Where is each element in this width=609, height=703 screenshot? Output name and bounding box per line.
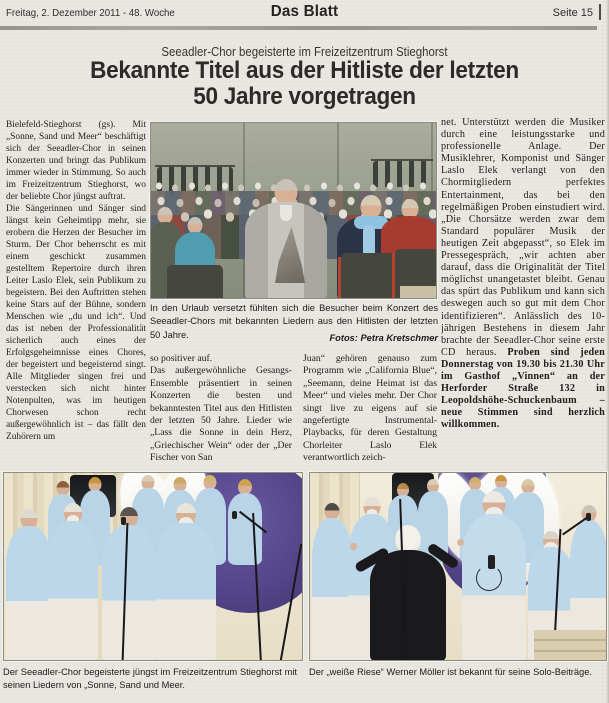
choir-photo-right — [309, 472, 607, 661]
choir-member — [102, 507, 156, 661]
person-body — [6, 526, 52, 661]
shirt-collar — [280, 205, 292, 221]
audience-photo — [150, 122, 437, 299]
body-column-3 — [303, 353, 437, 467]
choir-right-caption: Der „weiße Riese“ Werner Möller ist bekannt für seine Solo-Beiträge. — [309, 667, 592, 677]
headline-line-1: Bekannte Titel aus der Hitliste der letzten — [90, 57, 519, 84]
choir-member — [312, 503, 352, 661]
article-headline — [18, 58, 590, 110]
person-body — [228, 493, 262, 565]
soloist-werner-moeller — [462, 491, 526, 661]
paragraph: Juan“ gehören genauso zum Programm wie „California Blue“, „Seemann, deine Heimat ist das Meer“ und vieles mehr. Der Chor singt live zu eigens auf sie angefertigte Instrumental-Playbacks, für deren Gestaltung Chorleiter Laslo Elek verantwortlich zeich- — [303, 353, 437, 464]
conductor-hand-left — [350, 543, 357, 550]
conductor-figure — [370, 525, 446, 661]
paragraph: so positiver auf. — [150, 353, 213, 364]
chair — [341, 253, 395, 299]
headline-line-2: 50 Jahre vorgetragen — [193, 83, 416, 110]
body-column-2 — [150, 353, 292, 467]
paragraph-text: net. Unterstützt werden die Musiker durch eine leistungsstarke und professionelle Anlage. Der Musiklehrer, Komponist und Sänger Laslo Elek verlangt von den Chormitgliedern perfektes Entertainment, das bei den regelmäßigen Proben einstudiert wird. „Die Chorsätze werden zwar dem Standard populärer Musik der heutigen Zeit abgepasst“, so Elek im Pressegespräch, „wir achten aber darauf, dass die Originalität der Titel möglichst unangetastet bleibt. Genau das spürt das Publikum und kann sich deswegen auch so gut mit dem Chor identifizieren“. Anlässlich des 10-jährigen Bestehens in diesem Jahr brachte der Seeadler-Chor seine erste CD heraus. — [441, 117, 605, 358]
chair-frame-red — [392, 253, 395, 299]
chair — [167, 265, 223, 299]
body-column-4 — [441, 117, 605, 471]
caption-text: In den Urlaub versetzt fühlten sich die Besucher beim Konzert des Seeadler-Chors mit bekannten Liedern aus den Hitlisten der letzten 50 Jahre. — [150, 303, 438, 340]
photo-credit: Fotos: Petra Kretschmer — [329, 332, 438, 343]
page-number-divider — [599, 4, 601, 20]
paragraph: Bielefeld-Stieghorst (gs). Mit „Sonne, Sand und Meer“ beschäftigt sich der Seeadler-Chor in seinen Konzerten und bringt das Publikum immer wieder in Stimmung. So auch im Freizeitzentrum Stieghorst, wo der beliebte Chor jüngst auftrat. — [6, 120, 146, 202]
choir-member — [156, 503, 216, 661]
person-body — [156, 523, 216, 661]
choir-left-caption: Der Seeadler-Chor begeisterte jüngst im Freizeitzentrum Stieghorst mit seinen Liedern von „Sonne, Sand und Meer. — [3, 667, 297, 691]
person-body — [48, 521, 98, 661]
header-date: Freitag, 2. Dezember 2011 - 48. Woche — [6, 7, 175, 19]
choir-member — [228, 479, 262, 565]
floor-patch — [400, 286, 436, 298]
person-body — [370, 550, 446, 661]
article-kicker: Seeadler-Chor begeisterte im Freizeitzentrum Stieghorst — [161, 44, 448, 59]
choir-photo-left — [3, 472, 303, 661]
person-body — [312, 518, 352, 661]
body-column-1 — [6, 119, 146, 469]
paragraph: Das außergewöhnliche Gesangs-Ensemble präsentiert in seinen Konzerten die besten und bekanntesten Titel aus den Hitlisten der letzten 50 Jahre. Lieder wie „Lass die Sonne in dein Herz, „Griechischer Wein“ oder der „Der Fischer von San — [150, 365, 292, 464]
paragraph — [441, 117, 605, 431]
microphone — [232, 511, 237, 519]
paragraph: Die Sängerinnen und Sänger sind längst kein Geheimtipp mehr, sie erobern die Herzen der Besucher im Sturm. Der Chor beherrscht es mit einem geschickt zusammen gestelltem Repertoire durch ihren Leiter Laslo Elek, sein Publikum zu begeistern. Bei den Auftritten stehen keine Stars auf der Bühne, sondern Menschen wie „du und ich“. Und das ist neben der Professionalität sicherlich auch eines der Erfolgsgeheimnisse eines Chores, der begeistert und begeisternd singt. Alle Mitglieder singen frei und verstecken sich nicht hinter Notenpulten, was im heutigen Chorwesen schon recht außergewöhnlich ist – das fällt den Zuhörern um — [6, 204, 146, 442]
conductor-hand-right — [457, 539, 464, 546]
microphone — [121, 517, 126, 525]
person-body — [102, 525, 156, 661]
audience-photo-caption — [150, 302, 438, 348]
chair-frame-red — [338, 257, 341, 299]
page-number: Seite 15 — [552, 7, 593, 19]
choir-member — [6, 509, 52, 661]
microphone — [586, 513, 591, 521]
mic-cable — [476, 565, 502, 591]
choir-member — [48, 503, 98, 661]
masthead-title: Das Blatt — [270, 3, 339, 20]
rehearsal-info-bold: Proben sind jeden Donnerstag von 19.30 bis 21.30 Uhr im Gasthof „Vinnen“ an der Herforder Straße 132 in Leopoldshöhe-Schuckenbaum – neue Stimmen sind herzlich willkommen. — [441, 346, 605, 431]
stage-steps — [534, 630, 606, 660]
header-rule — [0, 26, 597, 30]
